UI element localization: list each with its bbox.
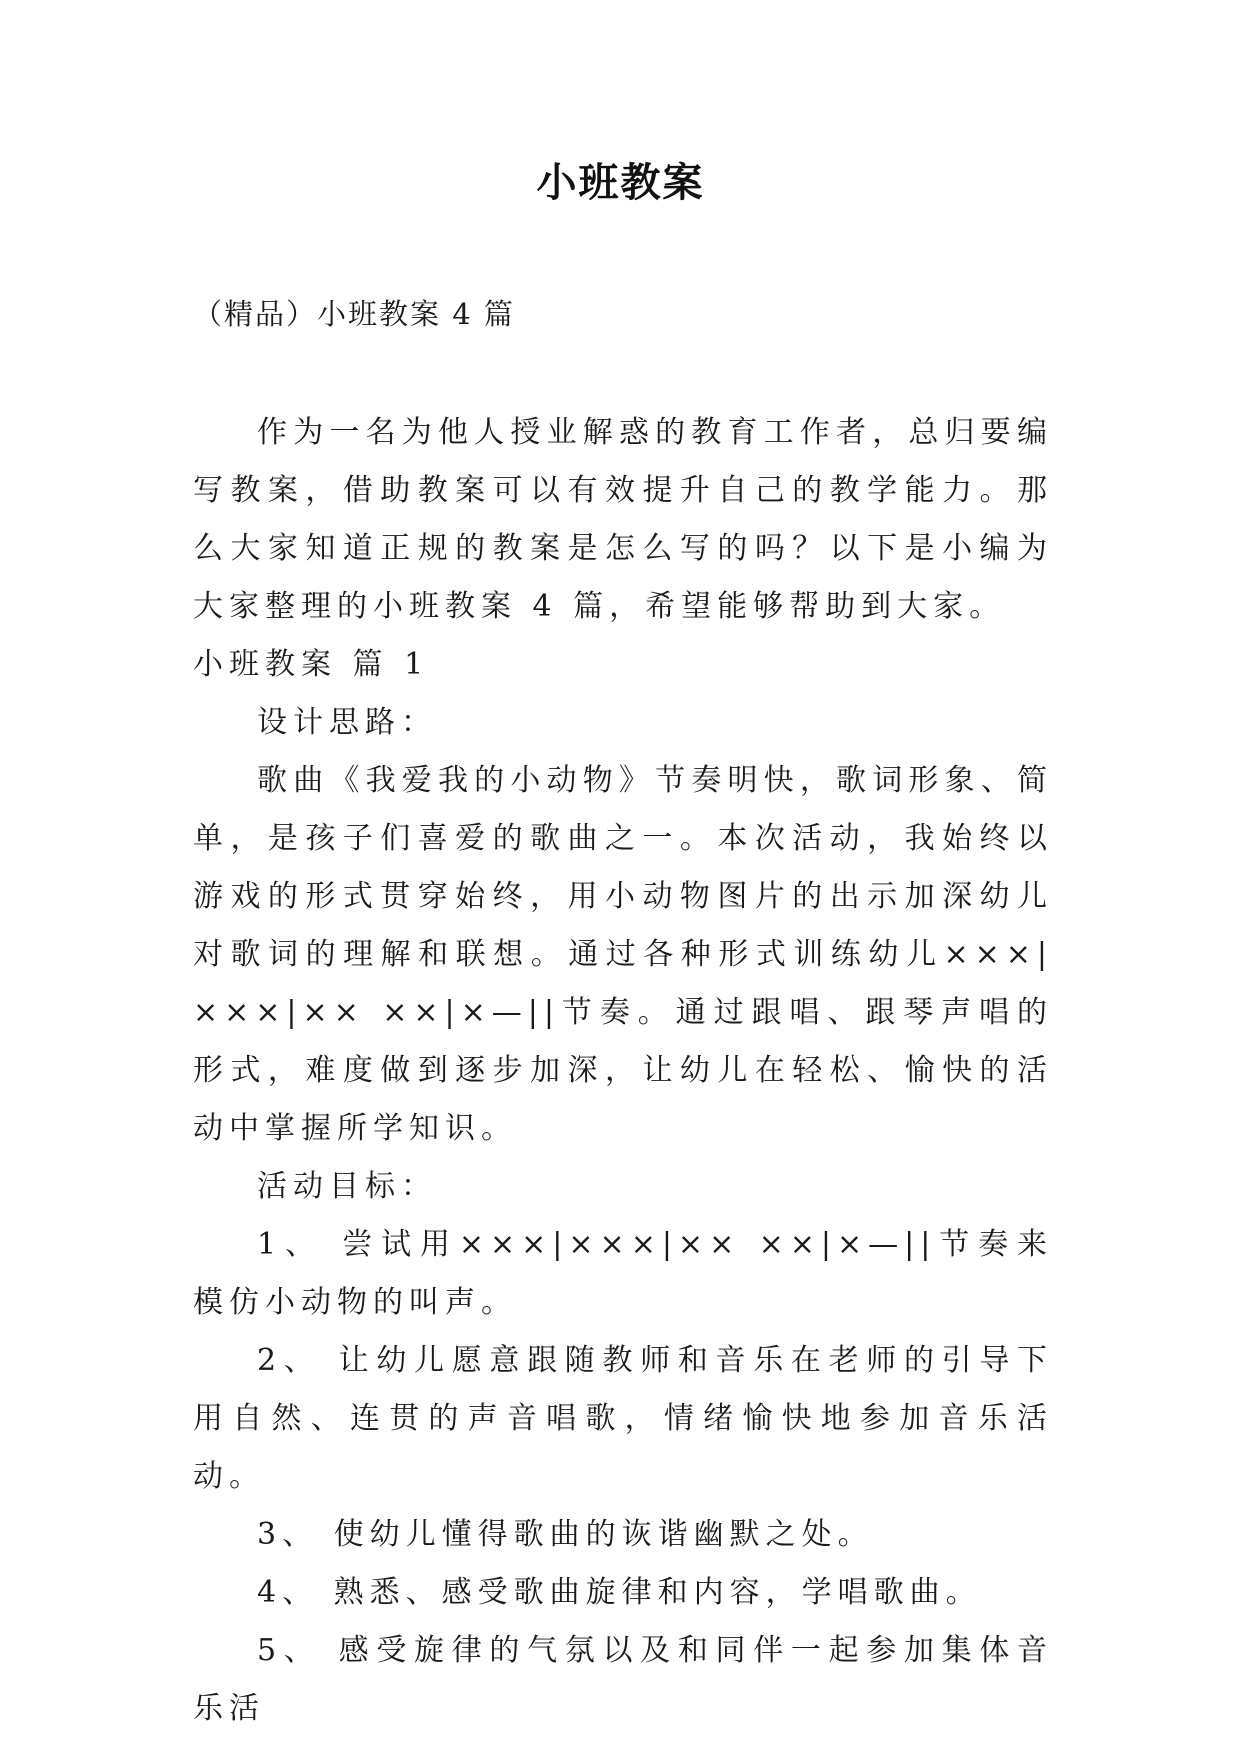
document-subtitle: （精品）小班教案 4 篇	[193, 297, 515, 331]
goal-item: 1、 尝试用×××|×××|×× ××|×—||节奏来模仿小动物的叫声。	[193, 1227, 1053, 1320]
goal-item: 3、 使幼儿懂得歌曲的诙谐幽默之处。	[257, 1517, 874, 1552]
document-title: 小班教案	[536, 159, 705, 206]
design-idea-paragraph: 歌曲《我爱我的小动物》节奏明快，歌词形象、简单，是孩子们喜爱的歌曲之一。本次活动，我始终以游戏的形式贯穿始终，用小动物图片的出示加深幼儿对歌词的理解和联想。通过各种形式训练幼儿×××|×××|×× ××|×—||节奏。通过跟唱、跟琴声唱的形式，难度做到逐步加深，让幼儿在轻松、愉快的活动中掌握所学知识。	[193, 763, 1053, 1146]
goal-item: 2、 让幼儿愿意跟随教师和音乐在老师的引导下用自然、连贯的声音唱歌，情绪愉快地参加音乐活动。	[193, 1343, 1053, 1494]
goal-item: 4、 熟悉、感受歌曲旋律和内容，学唱歌曲。	[257, 1575, 982, 1610]
section-heading: 小班教案 篇 1	[193, 647, 430, 682]
goal-item: 5、 感受旋律的气氛以及和同伴一起参加集体音乐活	[193, 1633, 1053, 1726]
intro-paragraph: 作为一名为他人授业解惑的教育工作者，总归要编写教案，借助教案可以有效提升自己的教学能力。那么大家知道正规的教案是怎么写的吗？以下是小编为大家整理的小班教案 4 篇，希望能够帮助到大家。	[193, 415, 1053, 624]
subheading-activity-goals: 活动目标：	[257, 1169, 437, 1204]
document-body	[193, 404, 1053, 1738]
subheading-design-idea: 设计思路：	[257, 705, 437, 740]
